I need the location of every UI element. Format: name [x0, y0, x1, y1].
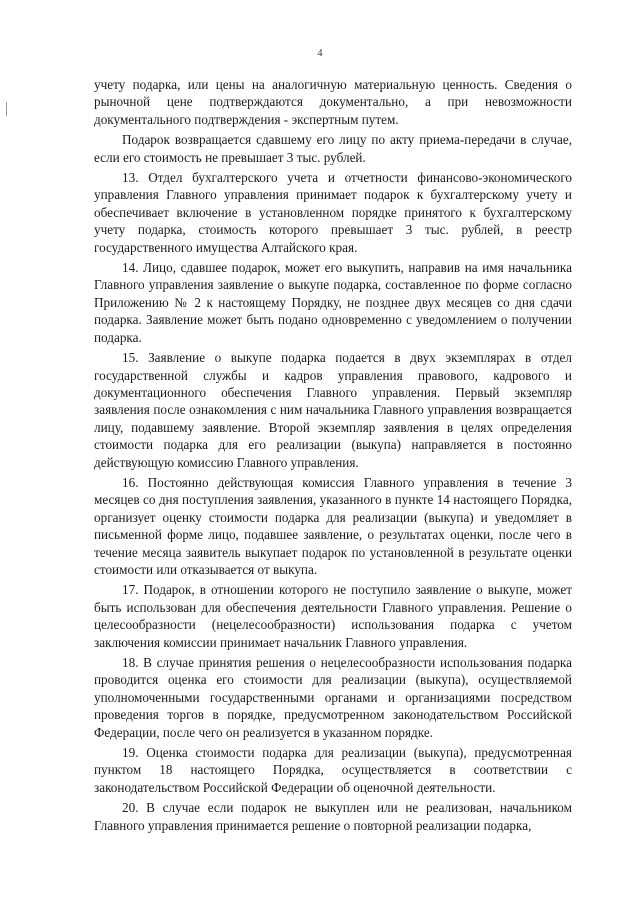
paragraph-13: 13. Отдел бухгалтерского учета и отчетности финансово-экономического управления Главного управления принимает подарок к бухгалтерскому учету и обеспечивает включение в установленном порядке принятого к бухгалтерскому учету подарка, стоимость которого превышает 3 тыс. рублей, в реестр государственного имущества Алтайского края. [94, 170, 572, 255]
page-number: 4 [317, 48, 323, 59]
paragraph-15: 15. Заявление о выкупе подарка подается в двух экземплярах в отдел государственной службы и кадров управления правового, кадрового и документационного обеспечения Главного управления. Первый экземпляр заявления после ознакомления с ним начальника Главного управления возвращается лицу, подавшему заявление. Второй экземпляр заявления в целях определения стоимости подарка для его реализации (выкупа) направляется в постоянно действующую комиссию Главного управления. [94, 350, 572, 470]
paragraph-16: 16. Постоянно действующая комиссия Главного управления в течение 3 месяцев со дня поступления заявления, указанного в пункте 14 настоящего Порядка, организует оценку стоимости подарка для реализации (выкупа) и уведомляет в письменной форме лицо, подавшее заявление, о результатах оценки, после чего в течение месяца заявитель выкупает подарок по установленной в результате оценки стоимости или отказывается от выкупа. [94, 474, 572, 577]
margin-mark [6, 102, 7, 116]
paragraph-18: 18. В случае принятия решения о нецелесообразности использования подарка проводится оценка его стоимости для реализации (выкупа), осуществляемой уполномоченными государственными органами и организациями посредством проведения торгов в порядке, предусмотренном законодательством Российской Федерации, после чего он реализуется в указанном порядке. [94, 655, 572, 740]
paragraph-14: 14. Лицо, сдавшее подарок, может его выкупить, направив на имя начальника Главного управления заявление о выкупе подарка, составленное по форме согласно Приложению № 2 к настоящему Порядку, не позднее двух месяцев со дня сдачи подарка. Заявление может быть подано одновременно с уведомлением о получении подарка. [94, 260, 572, 345]
document-body [94, 76, 572, 837]
paragraph-17: 17. Подарок, в отношении которого не поступило заявление о выкупе, может быть использован для обеспечения деятельности Главного управления. Решение о целесообразности (нецелесообразности) использования подарка с учетом заключения комиссии принимает начальник Главного управления. [94, 582, 572, 650]
paragraph-gift-return: Подарок возвращается сдавшему его лицу по акту приема-передачи в случае, если его стоимость не превышает 3 тыс. рублей. [94, 132, 572, 165]
paragraph-20: 20. В случае если подарок не выкуплен или не реализован, начальником Главного управления принимается решение о повторной реализации подарка, [94, 800, 572, 833]
paragraph-continuation: учету подарка, или цены на аналогичную материальную ценность. Сведения о рыночной цене подтверждаются документально, а при невозможности документального подтверждения - экспертным путем. [94, 77, 572, 127]
paragraph-19: 19. Оценка стоимости подарка для реализации (выкупа), предусмотренная пунктом 18 настоящего Порядка, осуществляется в соответствии с законодательством Российской Федерации об оценочной деятельности. [94, 745, 572, 795]
